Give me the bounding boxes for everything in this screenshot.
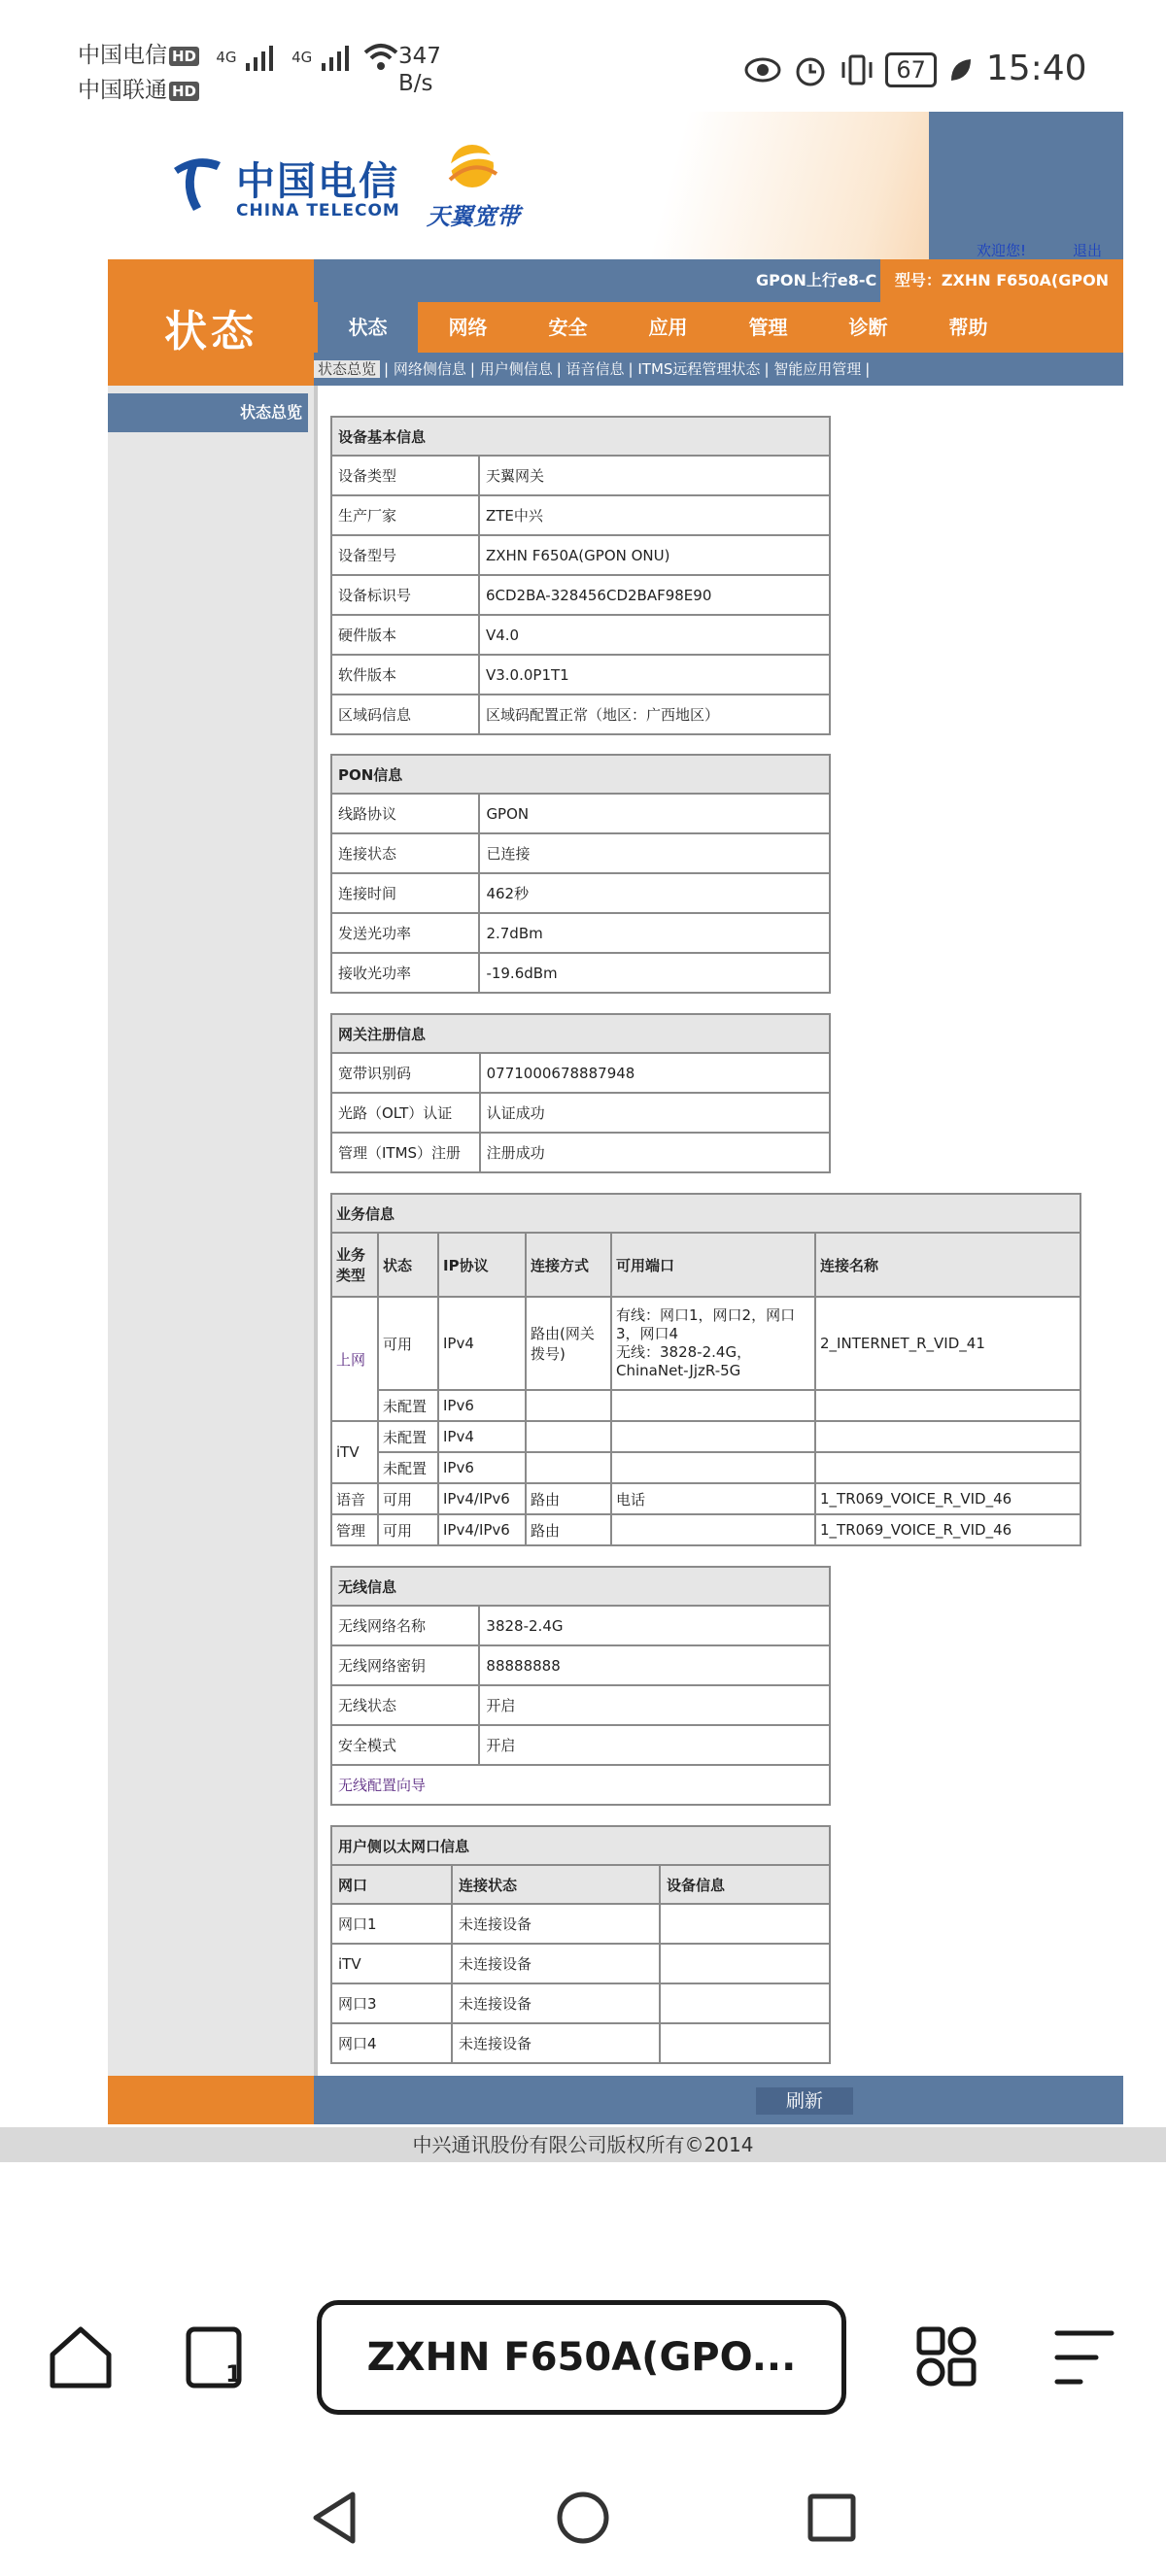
- footer-left: [108, 2076, 314, 2124]
- table-row: 光路（OLT）认证 认证成功: [331, 1093, 830, 1133]
- pon-info-title: PON信息: [331, 755, 830, 794]
- status-icons: [743, 49, 1087, 88]
- wifi-icon: [361, 41, 400, 72]
- table-row: 软件版本 V3.0.0P1T1: [331, 655, 830, 695]
- carrier-2: 中国联通 HD: [78, 72, 199, 109]
- subnav-user-side[interactable]: 用户侧信息: [479, 360, 553, 378]
- net2-label: 4G: [292, 49, 313, 66]
- tab-help[interactable]: 帮助: [948, 316, 988, 339]
- alarm-icon: [793, 52, 828, 87]
- col-status: 状态: [378, 1233, 438, 1297]
- table-row: iTV 未连接设备: [331, 1944, 830, 1983]
- wireless-info-table: [330, 1566, 831, 1806]
- main-nav: [314, 302, 1123, 353]
- col-device-info: 设备信息: [660, 1865, 830, 1904]
- sidebar-item-status-overview[interactable]: 状态总览: [108, 393, 308, 432]
- table-row: 无线状态 开启: [331, 1685, 830, 1725]
- signal-icon-2: [320, 42, 355, 71]
- battery-indicator: 67: [885, 52, 937, 87]
- leaf-icon: [947, 55, 975, 85]
- tabs-icon[interactable]: [183, 2323, 251, 2391]
- svg-text:1: 1: [225, 2360, 242, 2388]
- table-row: 设备标识号 6CD2BA-328456CD2BAF98E90: [331, 575, 830, 615]
- gpon-label: GPON上行e8-C: [756, 271, 877, 289]
- table-row: 未配置 IPv6: [331, 1452, 1080, 1483]
- device-info-title: 设备基本信息: [331, 417, 830, 456]
- table-row: 安全模式 开启: [331, 1725, 830, 1765]
- tianyi-logo-icon: [429, 137, 516, 195]
- table-row: 线路协议 GPON: [331, 794, 830, 833]
- tab-application[interactable]: 应用: [648, 316, 688, 339]
- col-port: 网口: [331, 1865, 452, 1904]
- wireless-info-title: 无线信息: [331, 1567, 830, 1606]
- ethernet-info-title: 用户侧以太网口信息: [331, 1826, 830, 1865]
- copyright: 中兴通讯股份有限公司版权所有©2014: [0, 2127, 1166, 2162]
- table-row: 管理（ITMS）注册 注册成功: [331, 1133, 830, 1172]
- table-row: 管理 可用 IPv4/IPv6 路由 1_TR069_VOICE_R_VID_46: [331, 1514, 1080, 1545]
- tab-management[interactable]: 管理: [748, 316, 788, 339]
- tab-network[interactable]: 网络: [448, 316, 488, 339]
- china-telecom-logo-icon: [168, 149, 224, 215]
- table-row: 生产厂家 ZTE中兴: [331, 495, 830, 535]
- section-title-box: [108, 259, 314, 386]
- table-row: 接收光功率 -19.6dBm: [331, 953, 830, 993]
- col-link-status: 连接状态: [452, 1865, 660, 1904]
- registration-info-title: 网关注册信息: [331, 1014, 830, 1053]
- table-row: 设备类型 天翼网关: [331, 456, 830, 495]
- sub-nav: 状态总览 | 网络侧信息 | 用户侧信息 | 语音信息 | ITMS远程管理状态 | 智能应用管理 |: [314, 353, 1123, 386]
- net-speed: 347 B/s: [398, 44, 441, 96]
- device-info-table: [330, 416, 831, 735]
- tab-status[interactable]: 状态: [318, 302, 418, 353]
- eye-icon: [743, 55, 782, 85]
- subnav-network-side[interactable]: 网络侧信息: [393, 360, 466, 378]
- col-service-type: 业务类型: [331, 1233, 378, 1297]
- table-row: 未配置 IPv6: [331, 1390, 1080, 1421]
- vibrate-icon: [840, 52, 874, 87]
- carrier-1: 中国电信 HD 4G 4G: [78, 37, 400, 76]
- recents-icon[interactable]: [803, 2489, 861, 2547]
- table-row: 上网 可用 IPv4 路由(网关拨号) 有线：网口1，网口2，网口3，网口4 无线：3828-2.4G，ChinaNet-JjzR-5G 2_INTERNET_R_VID_41: [331, 1297, 1080, 1390]
- table-row: 网口3 未连接设备: [331, 1983, 830, 2023]
- table-row: 网口1 未连接设备: [331, 1904, 830, 1944]
- table-row: 宽带识别码 0771000678887948: [331, 1053, 830, 1093]
- tab-diagnostics[interactable]: 诊断: [848, 316, 888, 339]
- signal-icon: [244, 42, 279, 71]
- registration-info-table: [330, 1013, 831, 1173]
- apps-icon[interactable]: [913, 2323, 981, 2391]
- url-bar[interactable]: ZXHN F650A(GPO...: [317, 2300, 846, 2415]
- home-icon[interactable]: [47, 2323, 115, 2391]
- wireless-wizard-link[interactable]: 无线配置向导: [331, 1765, 830, 1805]
- brand-en: CHINA TELECOM: [236, 201, 400, 220]
- sub-brand: 天翼宽带: [427, 203, 520, 230]
- service-info-table: [330, 1193, 1081, 1546]
- back-icon[interactable]: [306, 2489, 364, 2547]
- model-tag: 型号：ZXHN F650A(GPON: [880, 259, 1123, 302]
- brand-cn: 中国电信: [236, 158, 399, 204]
- clock: 15:40: [985, 49, 1087, 88]
- home-nav-icon[interactable]: [554, 2489, 612, 2547]
- page-header: [108, 112, 1123, 259]
- left-sidebar: [108, 386, 314, 2076]
- logout-link[interactable]: 退出: [1072, 242, 1102, 259]
- table-row: 发送光功率 2.7dBm: [331, 913, 830, 953]
- internet-service-link[interactable]: 上网: [331, 1297, 378, 1421]
- col-conn-name: 连接名称: [815, 1233, 1080, 1297]
- tab-security[interactable]: 安全: [548, 316, 588, 339]
- net1-label: 4G: [216, 49, 237, 66]
- welcome-text: 欢迎您!: [976, 242, 1026, 259]
- menu-icon[interactable]: [1051, 2323, 1119, 2391]
- service-info-title: 业务信息: [331, 1194, 1080, 1233]
- table-row: 设备型号 ZXHN F650A(GPON ONU): [331, 535, 830, 575]
- section-title: 状态: [164, 307, 257, 356]
- refresh-button[interactable]: 刷新: [756, 2087, 853, 2115]
- header-blue-corner: [929, 112, 1123, 259]
- table-row: 无线网络密钥 88888888: [331, 1645, 830, 1685]
- ethernet-info-table: [330, 1825, 831, 2064]
- table-row: 连接状态 已连接: [331, 833, 830, 873]
- col-ip: IP协议: [438, 1233, 526, 1297]
- subnav-itms[interactable]: ITMS远程管理状态: [637, 360, 761, 378]
- table-row: 网口4 未连接设备: [331, 2023, 830, 2063]
- footer-bar: [314, 2076, 1123, 2124]
- pon-info-table: [330, 754, 831, 994]
- col-ports: 可用端口: [611, 1233, 815, 1297]
- subnav-status-overview[interactable]: 状态总览: [314, 360, 380, 378]
- table-row: 语音 可用 IPv4/IPv6 路由 电话 1_TR069_VOICE_R_VID_46: [331, 1483, 1080, 1514]
- subnav-voice[interactable]: 语音信息: [566, 360, 625, 378]
- table-row: 硬件版本 V4.0: [331, 615, 830, 655]
- table-row: 无线网络名称 3828-2.4G: [331, 1606, 830, 1645]
- table-row: iTV 未配置 IPv4: [331, 1421, 1080, 1452]
- info-bar: [314, 259, 1123, 302]
- subnav-smart-app[interactable]: 智能应用管理: [773, 360, 862, 378]
- col-mode: 连接方式: [526, 1233, 611, 1297]
- table-row: 区域码信息 区域码配置正常（地区：广西地区）: [331, 695, 830, 734]
- table-row: 连接时间 462秒: [331, 873, 830, 913]
